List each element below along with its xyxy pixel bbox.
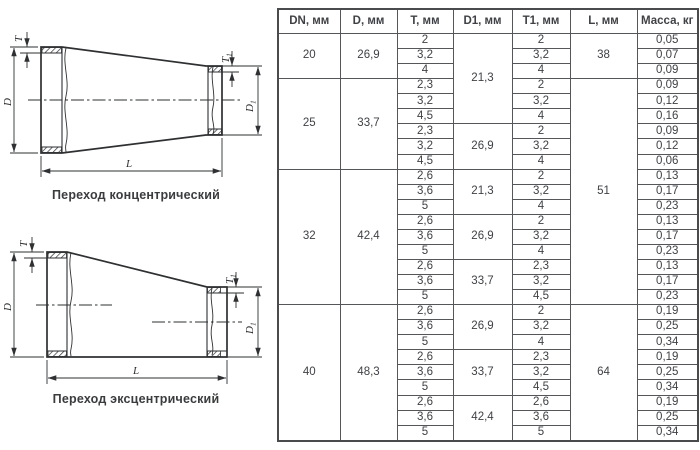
cell-t1: 3,2 xyxy=(512,184,570,199)
cell-t1: 2 xyxy=(512,305,570,320)
cell-t: 2,3 xyxy=(397,124,453,139)
cell-t1: 3,2 xyxy=(512,94,570,109)
cell-t: 2,6 xyxy=(397,305,453,320)
column-header: T1, мм xyxy=(512,9,570,34)
cell-t1: 5 xyxy=(512,425,570,441)
cell-d: 26,9 xyxy=(340,34,397,79)
cell-d1: 26,9 xyxy=(453,305,512,350)
cell-t1: 3,6 xyxy=(512,410,570,425)
concentric-caption: Переход концентрический xyxy=(51,188,220,202)
t-dimension-label: T xyxy=(18,240,30,247)
cell-t1: 2 xyxy=(512,34,570,49)
cell-d1: 33,7 xyxy=(453,259,512,304)
cell-t1: 4,5 xyxy=(512,380,570,395)
cell-t1: 2 xyxy=(512,214,570,229)
eccentric-reducer-drawing xyxy=(0,228,272,388)
cell-massa: 0,19 xyxy=(637,305,698,320)
header-row xyxy=(278,9,698,34)
cell-t: 5 xyxy=(397,244,453,259)
table-row xyxy=(278,34,698,49)
cell-massa: 0,25 xyxy=(637,365,698,380)
cell-massa: 0,12 xyxy=(637,139,698,154)
cell-massa: 0,25 xyxy=(637,320,698,335)
cell-t: 2,6 xyxy=(397,169,453,184)
cell-l: 51 xyxy=(570,79,637,305)
concentric-diagram xyxy=(0,18,272,202)
cell-t1: 4 xyxy=(512,199,570,214)
cell-t1: 3,2 xyxy=(512,320,570,335)
cell-dn: 25 xyxy=(278,79,340,169)
cell-t: 3,2 xyxy=(397,49,453,64)
cell-d1: 21,3 xyxy=(453,34,512,124)
column-header: Масса, кг xyxy=(637,9,698,34)
cell-t: 3,6 xyxy=(397,320,453,335)
cell-d1: 26,9 xyxy=(453,124,512,169)
cell-massa: 0,34 xyxy=(637,380,698,395)
cell-d1: 33,7 xyxy=(453,350,512,395)
cell-t: 5 xyxy=(397,380,453,395)
cell-d: 42,4 xyxy=(340,169,397,305)
cell-massa: 0,06 xyxy=(637,154,698,169)
cell-t: 5 xyxy=(397,290,453,305)
cell-t: 4,5 xyxy=(397,154,453,169)
d-dimension-label: D xyxy=(2,98,14,106)
cell-t: 2 xyxy=(397,34,453,49)
cell-t: 2,6 xyxy=(397,395,453,410)
cell-massa: 0,23 xyxy=(637,244,698,259)
table-row xyxy=(278,305,698,320)
spec-table-wrap xyxy=(277,8,699,442)
cell-t: 3,6 xyxy=(397,184,453,199)
cell-t: 3,6 xyxy=(397,229,453,244)
cell-t1: 4 xyxy=(512,64,570,79)
cell-d1: 21,3 xyxy=(453,169,512,214)
d1-dimension-label: $D_1$ xyxy=(244,322,258,334)
cell-t1: 2,3 xyxy=(512,259,570,274)
eccentric-diagram xyxy=(0,228,272,406)
cell-dn: 40 xyxy=(278,305,340,441)
cell-massa: 0,19 xyxy=(637,350,698,365)
cell-massa: 0,07 xyxy=(637,49,698,64)
cell-massa: 0,09 xyxy=(637,79,698,94)
cell-t1: 4 xyxy=(512,244,570,259)
cell-massa: 0,16 xyxy=(637,109,698,124)
concentric-reducer-drawing xyxy=(0,18,272,184)
cell-t: 2,6 xyxy=(397,259,453,274)
cell-dn: 32 xyxy=(278,169,340,305)
l-dimension-label: L xyxy=(132,365,140,377)
cell-t1: 3,2 xyxy=(512,229,570,244)
cell-massa: 0,05 xyxy=(637,34,698,49)
cell-t1: 2,3 xyxy=(512,350,570,365)
column-header: D, мм xyxy=(340,9,397,34)
cell-massa: 0,13 xyxy=(637,169,698,184)
cell-massa: 0,25 xyxy=(637,410,698,425)
cell-massa: 0,17 xyxy=(637,229,698,244)
cell-t1: 4 xyxy=(512,335,570,350)
cell-t1: 2 xyxy=(512,79,570,94)
cell-t: 5 xyxy=(397,335,453,350)
cell-dn: 20 xyxy=(278,34,340,79)
cell-t: 3,2 xyxy=(397,139,453,154)
d1-dimension-label: $D_1$ xyxy=(244,100,258,112)
cell-massa: 0,09 xyxy=(637,64,698,79)
body-outline xyxy=(47,252,227,357)
cell-massa: 0,19 xyxy=(637,395,698,410)
t1-dimension-label: $T_1$ xyxy=(224,274,238,284)
cell-massa: 0,13 xyxy=(637,259,698,274)
cell-t1: 3,2 xyxy=(512,139,570,154)
column-header: DN, мм xyxy=(278,9,340,34)
cell-t: 2,6 xyxy=(397,214,453,229)
cell-t1: 3,2 xyxy=(512,275,570,290)
cell-t1: 3,2 xyxy=(512,49,570,64)
cell-d1: 26,9 xyxy=(453,214,512,259)
t-dimension-label: T xyxy=(13,35,25,42)
cell-d: 33,7 xyxy=(340,79,397,169)
column-header: T, мм xyxy=(397,9,453,34)
t1-dimension-label: $T_1$ xyxy=(220,53,234,63)
table-body xyxy=(278,34,698,442)
cell-massa: 0,09 xyxy=(637,124,698,139)
cell-t: 3,6 xyxy=(397,410,453,425)
cell-d: 48,3 xyxy=(340,305,397,441)
cell-t1: 4 xyxy=(512,154,570,169)
column-header: D1, мм xyxy=(453,9,512,34)
cell-massa: 0,12 xyxy=(637,94,698,109)
cell-massa: 0,17 xyxy=(637,275,698,290)
cell-t: 2,6 xyxy=(397,350,453,365)
cell-massa: 0,34 xyxy=(637,335,698,350)
cell-d1: 42,4 xyxy=(453,395,512,441)
cell-t1: 4,5 xyxy=(512,290,570,305)
cell-massa: 0,34 xyxy=(637,425,698,441)
cell-t1: 2 xyxy=(512,169,570,184)
cell-massa: 0,13 xyxy=(637,214,698,229)
cell-t1: 2 xyxy=(512,124,570,139)
d-dimension-label: D xyxy=(2,303,14,311)
cell-t: 4,5 xyxy=(397,109,453,124)
column-header: L, мм xyxy=(570,9,637,34)
cell-t: 5 xyxy=(397,199,453,214)
cell-massa: 0,23 xyxy=(637,290,698,305)
cell-t1: 3,2 xyxy=(512,365,570,380)
cell-massa: 0,17 xyxy=(637,184,698,199)
cell-t1: 4 xyxy=(512,109,570,124)
cell-t: 2,3 xyxy=(397,79,453,94)
cell-t: 5 xyxy=(397,425,453,441)
eccentric-caption: Переход эксцентрический xyxy=(52,392,220,406)
l-dimension-label: L xyxy=(125,158,133,170)
cell-t1: 2,6 xyxy=(512,395,570,410)
cell-massa: 0,23 xyxy=(637,199,698,214)
cell-l: 64 xyxy=(570,305,637,441)
cell-t: 3,6 xyxy=(397,275,453,290)
spec-table xyxy=(277,8,699,442)
cell-l: 38 xyxy=(570,34,637,79)
cell-t: 4 xyxy=(397,64,453,79)
cell-t: 3,6 xyxy=(397,365,453,380)
cell-t: 3,2 xyxy=(397,94,453,109)
diagrams-panel xyxy=(0,0,274,450)
